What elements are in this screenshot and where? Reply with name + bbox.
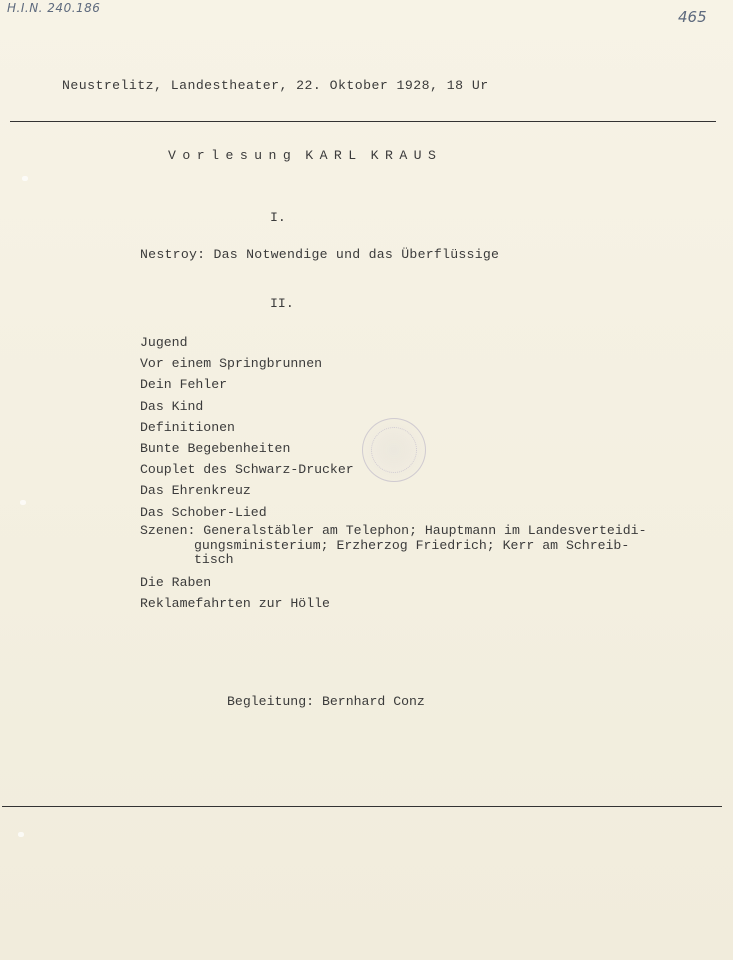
faded-stamp-icon — [362, 418, 426, 482]
archive-shelfmark: H.I.N. 240.186 — [7, 1, 101, 15]
list-item: Die Raben — [140, 575, 212, 590]
paper-speck — [18, 832, 24, 837]
title-word-2: KARL — [305, 148, 363, 163]
accompaniment-line: Begleitung: Bernhard Conz — [227, 694, 425, 709]
list-item: Das Kind — [140, 398, 204, 414]
list-item: Definitionen — [140, 419, 235, 435]
title-word-1: Vorlesung — [168, 148, 298, 163]
title-word-3: KRAUS — [370, 148, 443, 163]
list-item: Jugend — [140, 335, 188, 350]
part-two-list — [140, 332, 354, 523]
paper-speck — [20, 500, 26, 505]
list-item: Das Ehrenkreuz — [140, 483, 251, 499]
event-header: Neustrelitz, Landestheater, 22. Oktober 1928, 18 Ur — [62, 78, 489, 93]
program-title — [168, 148, 442, 164]
list-item: Das Schober-Lied — [140, 504, 267, 520]
part-two-heading: II. — [270, 296, 294, 311]
list-item: Vor einem Springbrunnen — [140, 356, 323, 372]
part-two-list-continued — [140, 572, 330, 614]
top-divider — [10, 121, 716, 122]
bottom-divider — [2, 806, 722, 807]
scenes-line-2: gungsministerium; Erzherzog Friedrich; Kerr am Schreib- — [194, 537, 630, 553]
scenes-line-1: Szenen: Generalstäbler am Telephon; Hauptmann im Landesverteidi- — [140, 523, 647, 538]
folio-number: 465 — [678, 8, 707, 26]
scenes-line-3: tisch — [194, 552, 234, 568]
paper-speck — [22, 176, 28, 181]
list-item: Couplet des Schwarz-Drucker — [140, 462, 354, 478]
part-one-item: Nestroy: Das Notwendige und das Überflüssige — [140, 247, 500, 262]
list-item: Dein Fehler — [140, 377, 228, 393]
list-item: Bunte Begebenheiten — [140, 441, 291, 457]
list-item: Reklamefahrten zur Hölle — [140, 596, 330, 612]
scenes-entry — [140, 524, 646, 568]
part-one-heading: I. — [270, 210, 286, 225]
